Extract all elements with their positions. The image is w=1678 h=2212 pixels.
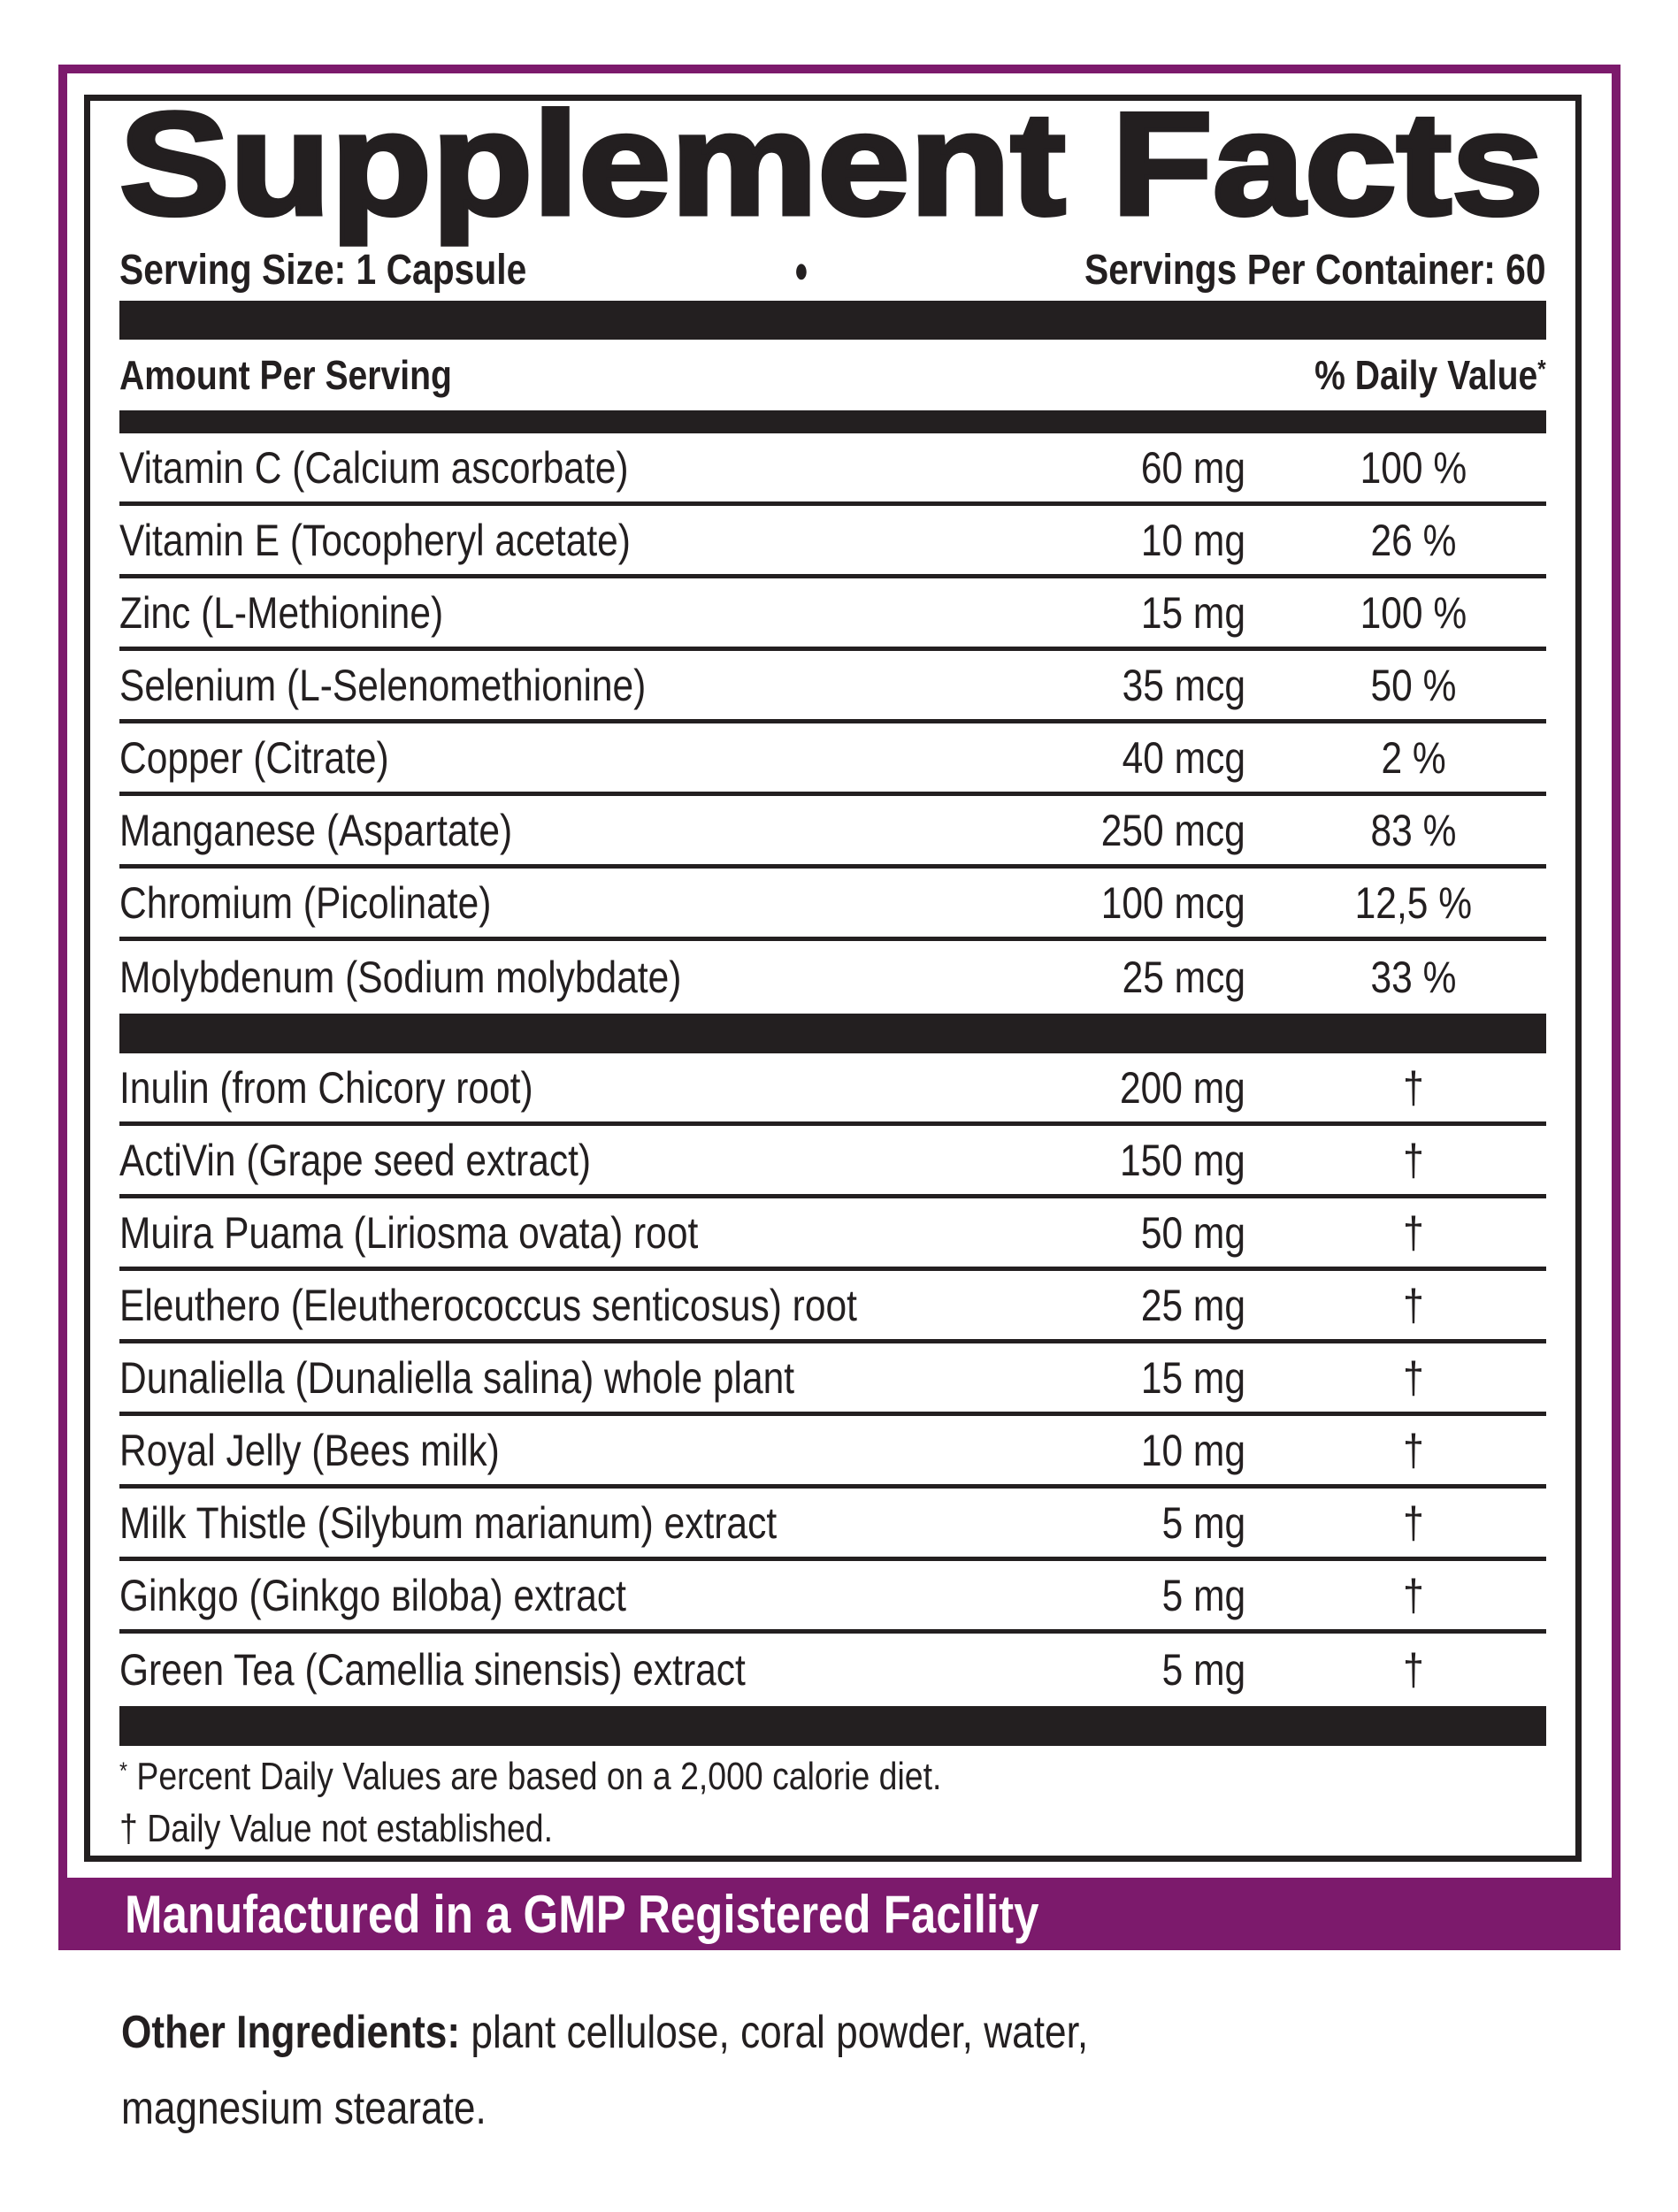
ingredient-dv-dagger: † [1403,1497,1424,1548]
ingredient-amount: 5 mg [1161,1497,1245,1548]
ingredient-amount: 100 mcg [1100,877,1245,928]
ingredient-dv: 26 % [1370,515,1457,565]
ingredient-dv-dagger: † [1403,1352,1424,1403]
other-ingredients-label: Other Ingredients: [121,2007,461,2058]
ingredient-dv-dagger: † [1403,1062,1424,1113]
ingredient-row [119,796,1546,869]
ingredient-name: Green Tea (Camellia sinensis) extract [119,1645,746,1695]
gmp-banner [58,1878,1621,1950]
ingredient-name: Inulin (from Chicory root) [119,1062,533,1113]
ingredient-dv-dagger: † [1403,1645,1424,1695]
gmp-banner-text: Manufactured in a GMP Registered Facility [125,1884,1039,1944]
ingredient-name: Molybdenum (Sodium molybdate) [119,953,682,1002]
ingredient-name: Milk Thistle (Silybum marianum) extract [119,1497,778,1548]
section-divider-bar [119,301,1546,340]
ingredient-amount: 10 mg [1140,1425,1245,1475]
ingredient-row [119,1198,1546,1271]
ingredient-name: Ginkgo (Ginkgo вiloba) extract [119,1570,626,1620]
ingredient-row [119,1561,1546,1634]
footnotes [119,1753,1546,1853]
ingredient-dv: 33 % [1370,953,1457,1002]
ingredient-row [119,869,1546,941]
daily-value-header: % Daily Value* [1314,352,1546,398]
ingredient-dv: 100 % [1360,442,1467,493]
section-divider-bar [119,1706,1546,1746]
ingredient-row [119,1634,1546,1706]
ingredient-name: Vitamin C (Calcium ascorbate) [119,442,629,493]
ingredient-name: Zinc (L-Methionine) [119,587,444,638]
supplement-facts-title [119,82,1546,245]
ingredient-row [119,723,1546,796]
ingredient-row [119,1343,1546,1416]
ingredient-row [119,1053,1546,1126]
ingredient-row [119,578,1546,651]
ingredient-dv: 2 % [1381,732,1446,783]
servings-per-container-text: Servings Per Container: 60 [1084,246,1546,294]
ingredient-amount: 5 mg [1161,1645,1245,1695]
ingredient-dv: 12,5 % [1354,877,1473,928]
ingredient-amount: 25 mcg [1122,953,1245,1002]
ingredient-dv-dagger: † [1403,1570,1424,1620]
title-text: Supplement Facts [119,82,1544,245]
serving-info-row [119,239,1546,301]
ingredient-name: Royal Jelly (Bees milk) [119,1425,500,1475]
ingredient-amount: 250 mcg [1100,805,1245,855]
ingredient-name: Chromium (Picolinate) [119,877,492,928]
ingredient-name: Muira Puama (Liriosma ovata) root [119,1207,699,1258]
ingredient-amount: 60 mg [1140,442,1245,493]
ingredient-amount: 15 mg [1140,587,1245,638]
ingredient-amount: 150 mg [1120,1135,1245,1185]
footnote-percent: * Percent Daily Values are based on a 2,000 calorie diet. [119,1755,942,1798]
ingredient-name: Manganese (Aspartate) [119,805,513,855]
ingredient-name: Copper (Citrate) [119,732,389,783]
ingredient-dv-dagger: † [1403,1207,1424,1258]
ingredient-amount: 25 mg [1140,1280,1245,1330]
other-ingredients [121,1994,1189,2147]
ingredient-name: Vitamin E (Tocopheryl acetate) [119,515,631,565]
table-header-row [119,340,1546,410]
ingredient-dv: 50 % [1370,660,1457,710]
ingredient-amount: 15 mg [1140,1352,1245,1403]
ingredient-name: ActiVin (Grape seed extract) [119,1135,592,1185]
ingredient-row [119,1489,1546,1561]
section-divider-bar [119,1014,1546,1053]
ingredient-dv: 83 % [1370,805,1457,855]
footnote-asterisk: * [119,1756,128,1784]
other-ingredients-text: plant cellulose, coral powder, water, magnesium stearate. [121,2007,1089,2134]
supplement-facts-panel [84,82,1582,1862]
ingredient-name: Selenium (L-Selenomethionine) [119,660,647,710]
footnote-dagger: † Daily Value not established. [119,1807,553,1850]
ingredient-row [119,651,1546,723]
ingredient-amount: 10 mg [1140,515,1245,565]
amount-per-serving-header: Amount Per Serving [119,352,452,398]
ingredient-name: Eleuthero (Eleutherococcus senticosus) root [119,1280,857,1330]
daily-value-asterisk: * [1537,356,1546,385]
ingredient-row [119,506,1546,578]
ingredient-row [119,1416,1546,1489]
header-divider-bar [119,410,1546,433]
ingredient-row [119,1126,1546,1198]
ingredient-dv-dagger: † [1403,1425,1424,1475]
ingredient-dv-dagger: † [1403,1280,1424,1330]
ingredient-name: Dunaliella (Dunaliella salina) whole plant [119,1352,795,1403]
ingredient-dv: 100 % [1360,587,1467,638]
ingredient-amount: 50 mg [1140,1207,1245,1258]
ingredient-dv-dagger: † [1403,1135,1424,1185]
bullet-separator-icon: ● [793,248,808,290]
ingredient-amount: 200 mg [1120,1062,1245,1113]
ingredient-amount: 35 mcg [1122,660,1245,710]
ingredient-amount: 5 mg [1161,1570,1245,1620]
ingredient-amount: 40 mcg [1122,732,1245,783]
ingredient-row [119,433,1546,506]
serving-size-text: Serving Size: 1 Capsule [119,246,527,294]
ingredient-row [119,1271,1546,1343]
ingredient-row [119,941,1546,1014]
